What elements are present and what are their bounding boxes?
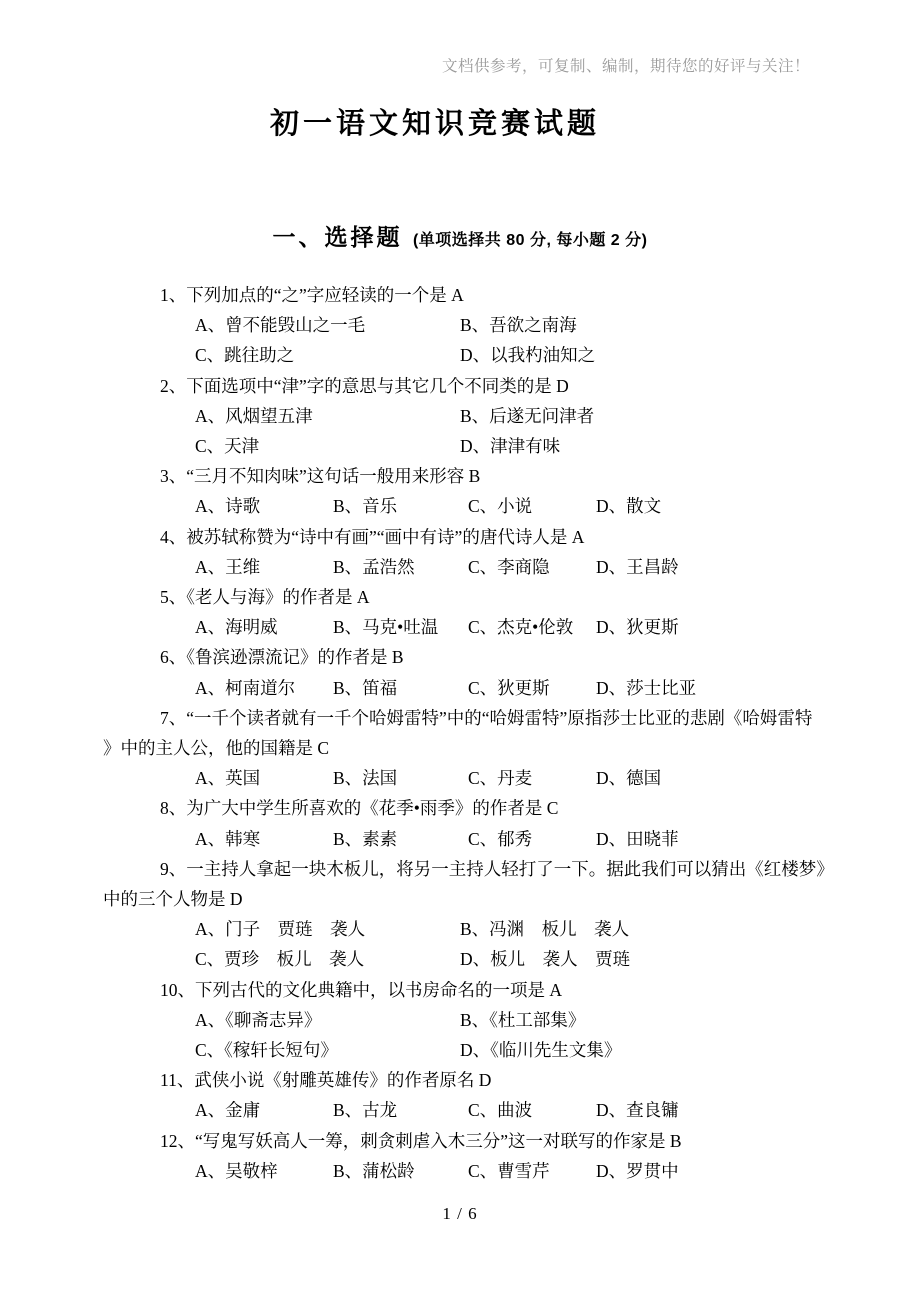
question-text-line: 中的三个人物是 D	[103, 889, 243, 910]
question-block	[103, 371, 817, 462]
options-row	[103, 1005, 817, 1065]
option-item: A、吴敬梓	[195, 1160, 278, 1181]
options-row	[103, 763, 817, 793]
option-item: A、韩寒	[195, 828, 261, 849]
option-item: C、小说	[468, 496, 533, 517]
header-disclaimer: 文档供参考，可复制、编制，期待您的好评与关注！	[441, 58, 810, 75]
question-block	[103, 642, 817, 702]
options-row	[103, 914, 817, 974]
question-block	[103, 1065, 817, 1125]
option-item: C、曲波	[468, 1100, 533, 1121]
option-item: C、李商隐	[468, 556, 550, 577]
option-item: A、门子 贾琏 袭人	[195, 919, 366, 940]
option-item: B、素素	[333, 828, 398, 849]
option-item: C、丹麦	[468, 768, 533, 789]
option-item: D、查良镛	[596, 1100, 679, 1121]
options-row	[103, 1095, 817, 1125]
options-row	[103, 824, 817, 854]
option-item: A、王维	[195, 556, 261, 577]
section-heading	[0, 222, 920, 256]
option-item: B、马克•吐温	[333, 617, 439, 638]
option-item: D、《临川先生文集》	[460, 1040, 622, 1061]
option-item: D、以我杓油知之	[460, 345, 596, 366]
question-block	[103, 461, 817, 521]
option-item: B、冯渊 板儿 袭人	[460, 919, 630, 940]
question-text-line: 8、为广大中学生所喜欢的《花季•雨季》的作者是 C	[160, 798, 559, 819]
question-text-line: 》中的主人公，他的国籍是 C	[103, 738, 330, 759]
question-block	[103, 854, 834, 975]
section-score-note: (单项选择共 80 分, 每小题 2 分)	[412, 232, 648, 249]
options-row	[103, 673, 817, 703]
option-item: A、风烟望五津	[195, 405, 313, 426]
question-block	[103, 793, 817, 853]
document-title: 初一语文知识竞赛试题	[269, 108, 600, 140]
question-text-line: 1、下列加点的“之”字应轻读的一个是 A	[160, 285, 464, 305]
section-label: 一、选择题	[272, 224, 403, 250]
option-item: A、《聊斋志异》	[195, 1009, 322, 1030]
option-item: B、吾欲之南海	[460, 315, 577, 336]
question-text-line: 12、“写鬼写妖高人一筹，刺贪刺虐入木三分”这一对联写的作家是 B	[160, 1130, 682, 1151]
option-item: D、罗贯中	[596, 1160, 679, 1181]
option-item: B、法国	[333, 768, 398, 789]
option-item: D、散文	[596, 496, 662, 517]
option-item: C、曹雪芹	[468, 1160, 550, 1181]
question-block	[103, 522, 817, 582]
option-item: D、津津有味	[460, 436, 561, 457]
options-row	[103, 401, 817, 461]
question-text-line: 6、《鲁滨逊漂流记》的作者是 B	[160, 647, 404, 668]
option-item: D、板儿 袭人 贾琏	[460, 949, 631, 970]
option-item: B、古龙	[333, 1100, 398, 1121]
option-item: A、海明威	[195, 617, 278, 638]
question-text-line: 4、被苏轼称赞为“诗中有画”“画中有诗”的唐代诗人是 A	[160, 526, 585, 547]
option-item: C、郁秀	[468, 828, 533, 849]
option-item: B、后遂无问津者	[460, 405, 595, 426]
options-row	[103, 310, 817, 370]
option-item: A、诗歌	[195, 496, 261, 517]
option-item: B、音乐	[333, 496, 398, 517]
option-item: D、德国	[596, 768, 662, 789]
question-block	[103, 582, 817, 642]
option-item: C、天津	[195, 436, 260, 457]
option-item: B、孟浩然	[333, 556, 415, 577]
option-item: C、贾珍 板儿 袭人	[195, 949, 365, 970]
page-number: 1 / 6	[442, 1204, 478, 1224]
option-item: B、笛福	[333, 677, 398, 698]
option-item: D、田晓菲	[596, 828, 679, 849]
question-text-line: 5、《老人与海》的作者是 A	[160, 587, 370, 608]
option-item: D、莎士比亚	[596, 677, 697, 698]
option-item: D、狄更斯	[596, 617, 679, 638]
question-block	[103, 1126, 817, 1186]
option-item: A、曾不能毁山之一毛	[195, 315, 366, 336]
options-row	[103, 491, 817, 521]
question-text-line: 9、一主持人拿起一块木板儿，将另一主持人轻打了一下。据此我们可以猜出《红楼梦》	[160, 858, 834, 879]
question-block	[103, 703, 817, 794]
option-item: B、蒲松龄	[333, 1160, 415, 1181]
options-row	[103, 552, 817, 582]
question-block	[103, 975, 817, 1066]
option-item: C、《稼轩长短句》	[195, 1040, 338, 1061]
question-text-line: 2、下面选项中“津”字的意思与其它几个不同类的是 D	[160, 375, 569, 396]
option-item: C、跳往助之	[195, 345, 295, 366]
question-text-line: 7、“一千个读者就有一千个哈姆雷特”中的“哈姆雷特”原指莎士比亚的悲剧《哈姆雷特	[160, 707, 813, 728]
question-block	[103, 280, 817, 371]
option-item: D、王昌龄	[596, 556, 679, 577]
question-text-line: 11、武侠小说《射雕英雄传》的作者原名 D	[160, 1070, 492, 1091]
question-text-line: 3、“三月不知肉味”这句话一般用来形容 B	[160, 466, 481, 487]
options-row	[103, 1156, 817, 1186]
question-list	[0, 280, 920, 1186]
options-row	[103, 612, 817, 642]
option-item: A、英国	[195, 768, 261, 789]
option-item: A、金庸	[195, 1100, 261, 1121]
option-item: C、狄更斯	[468, 677, 550, 698]
option-item: A、柯南道尔	[195, 677, 296, 698]
question-text-line: 10、下列古代的文化典籍中，以书房命名的一项是 A	[160, 979, 563, 1000]
option-item: C、杰克•伦敦	[468, 617, 574, 638]
option-item: B、《杜工部集》	[460, 1009, 586, 1030]
